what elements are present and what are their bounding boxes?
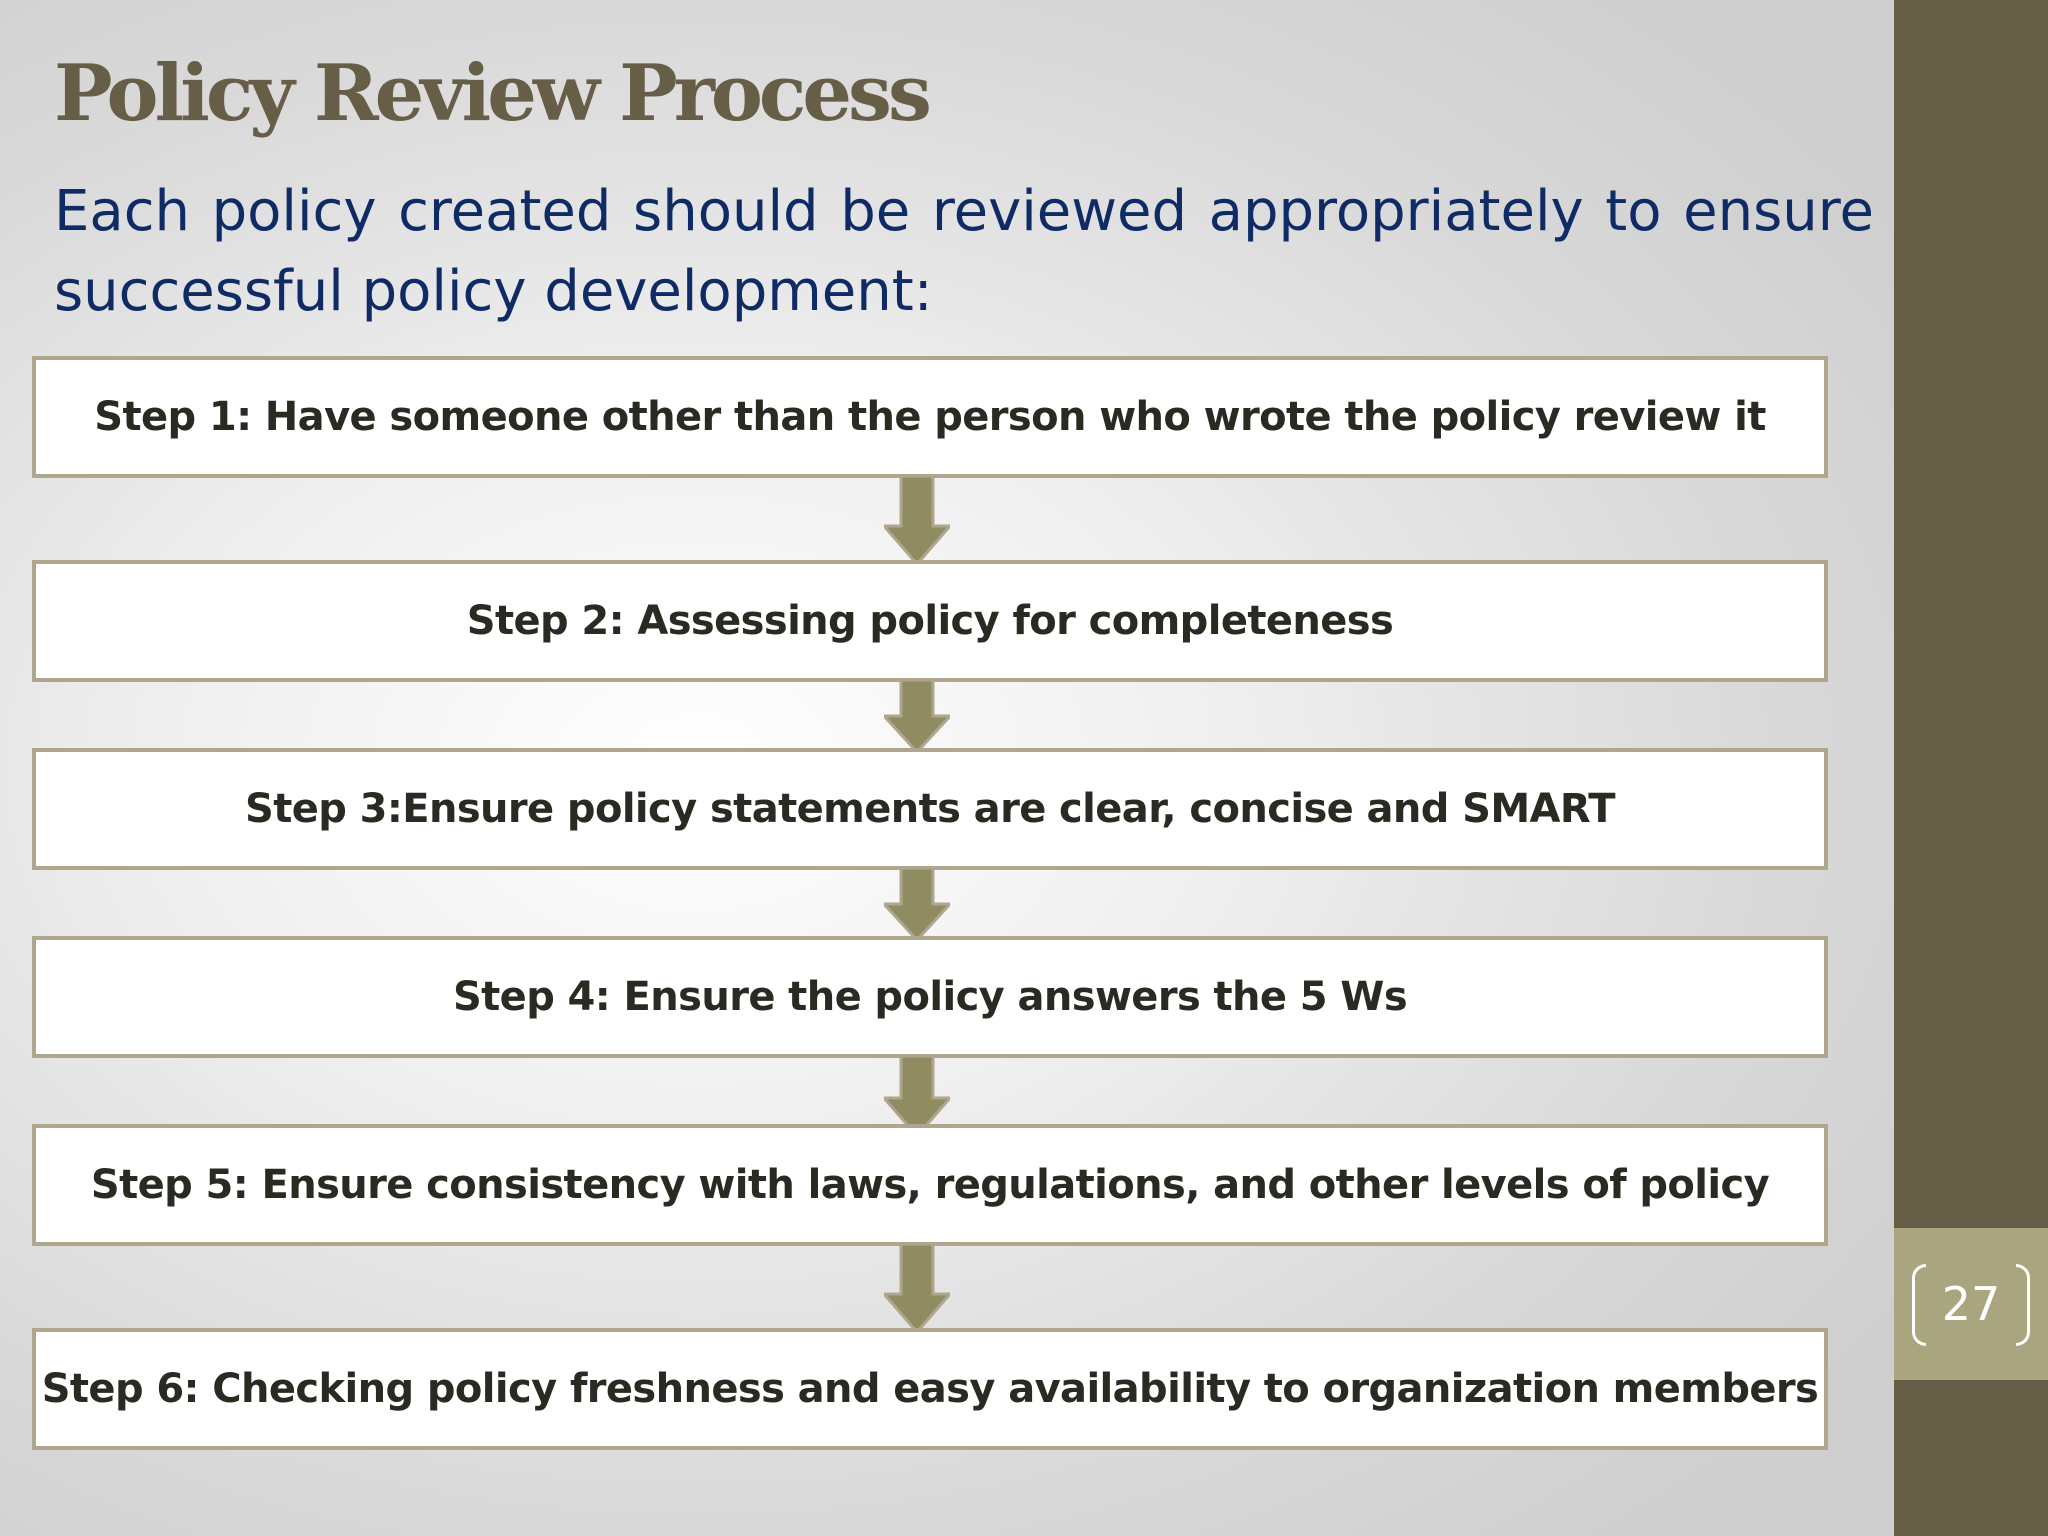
right-bracket-icon: [2016, 1264, 2030, 1346]
step-label: Step 3:Ensure policy statements are clear, concise and SMART: [245, 786, 1615, 832]
slide-title: Policy Review Process: [54, 48, 928, 139]
step-box-2: [32, 560, 1828, 682]
step-box-4: [32, 936, 1828, 1058]
step-label: Step 6: Checking policy freshness and easy availability to organization members: [41, 1366, 1819, 1412]
step-label: Step 2: Assessing policy for completeness: [466, 598, 1394, 644]
down-arrow-icon: [884, 868, 950, 940]
step-label: Step 4: Ensure the policy answers the 5 Ws: [452, 974, 1408, 1020]
step-label: Step 5: Ensure consistency with laws, regulations, and other levels of policy: [90, 1162, 1770, 1208]
step-box-3: [32, 748, 1828, 870]
step-box-6: [32, 1328, 1828, 1450]
down-arrow-icon: [884, 1244, 950, 1332]
step-box-5: [32, 1124, 1828, 1246]
page-number: 27: [1941, 1277, 2001, 1331]
page-number-tab: [1894, 1228, 2048, 1380]
step-box-1: [32, 356, 1828, 478]
step-label: Step 1: Have someone other than the person who wrote the policy review it: [94, 394, 1766, 440]
down-arrow-icon: [884, 680, 950, 752]
slide-subtitle: Each policy created should be reviewed appropriately to ensure successful policy development:: [54, 179, 1874, 324]
down-arrow-icon: [884, 476, 950, 564]
